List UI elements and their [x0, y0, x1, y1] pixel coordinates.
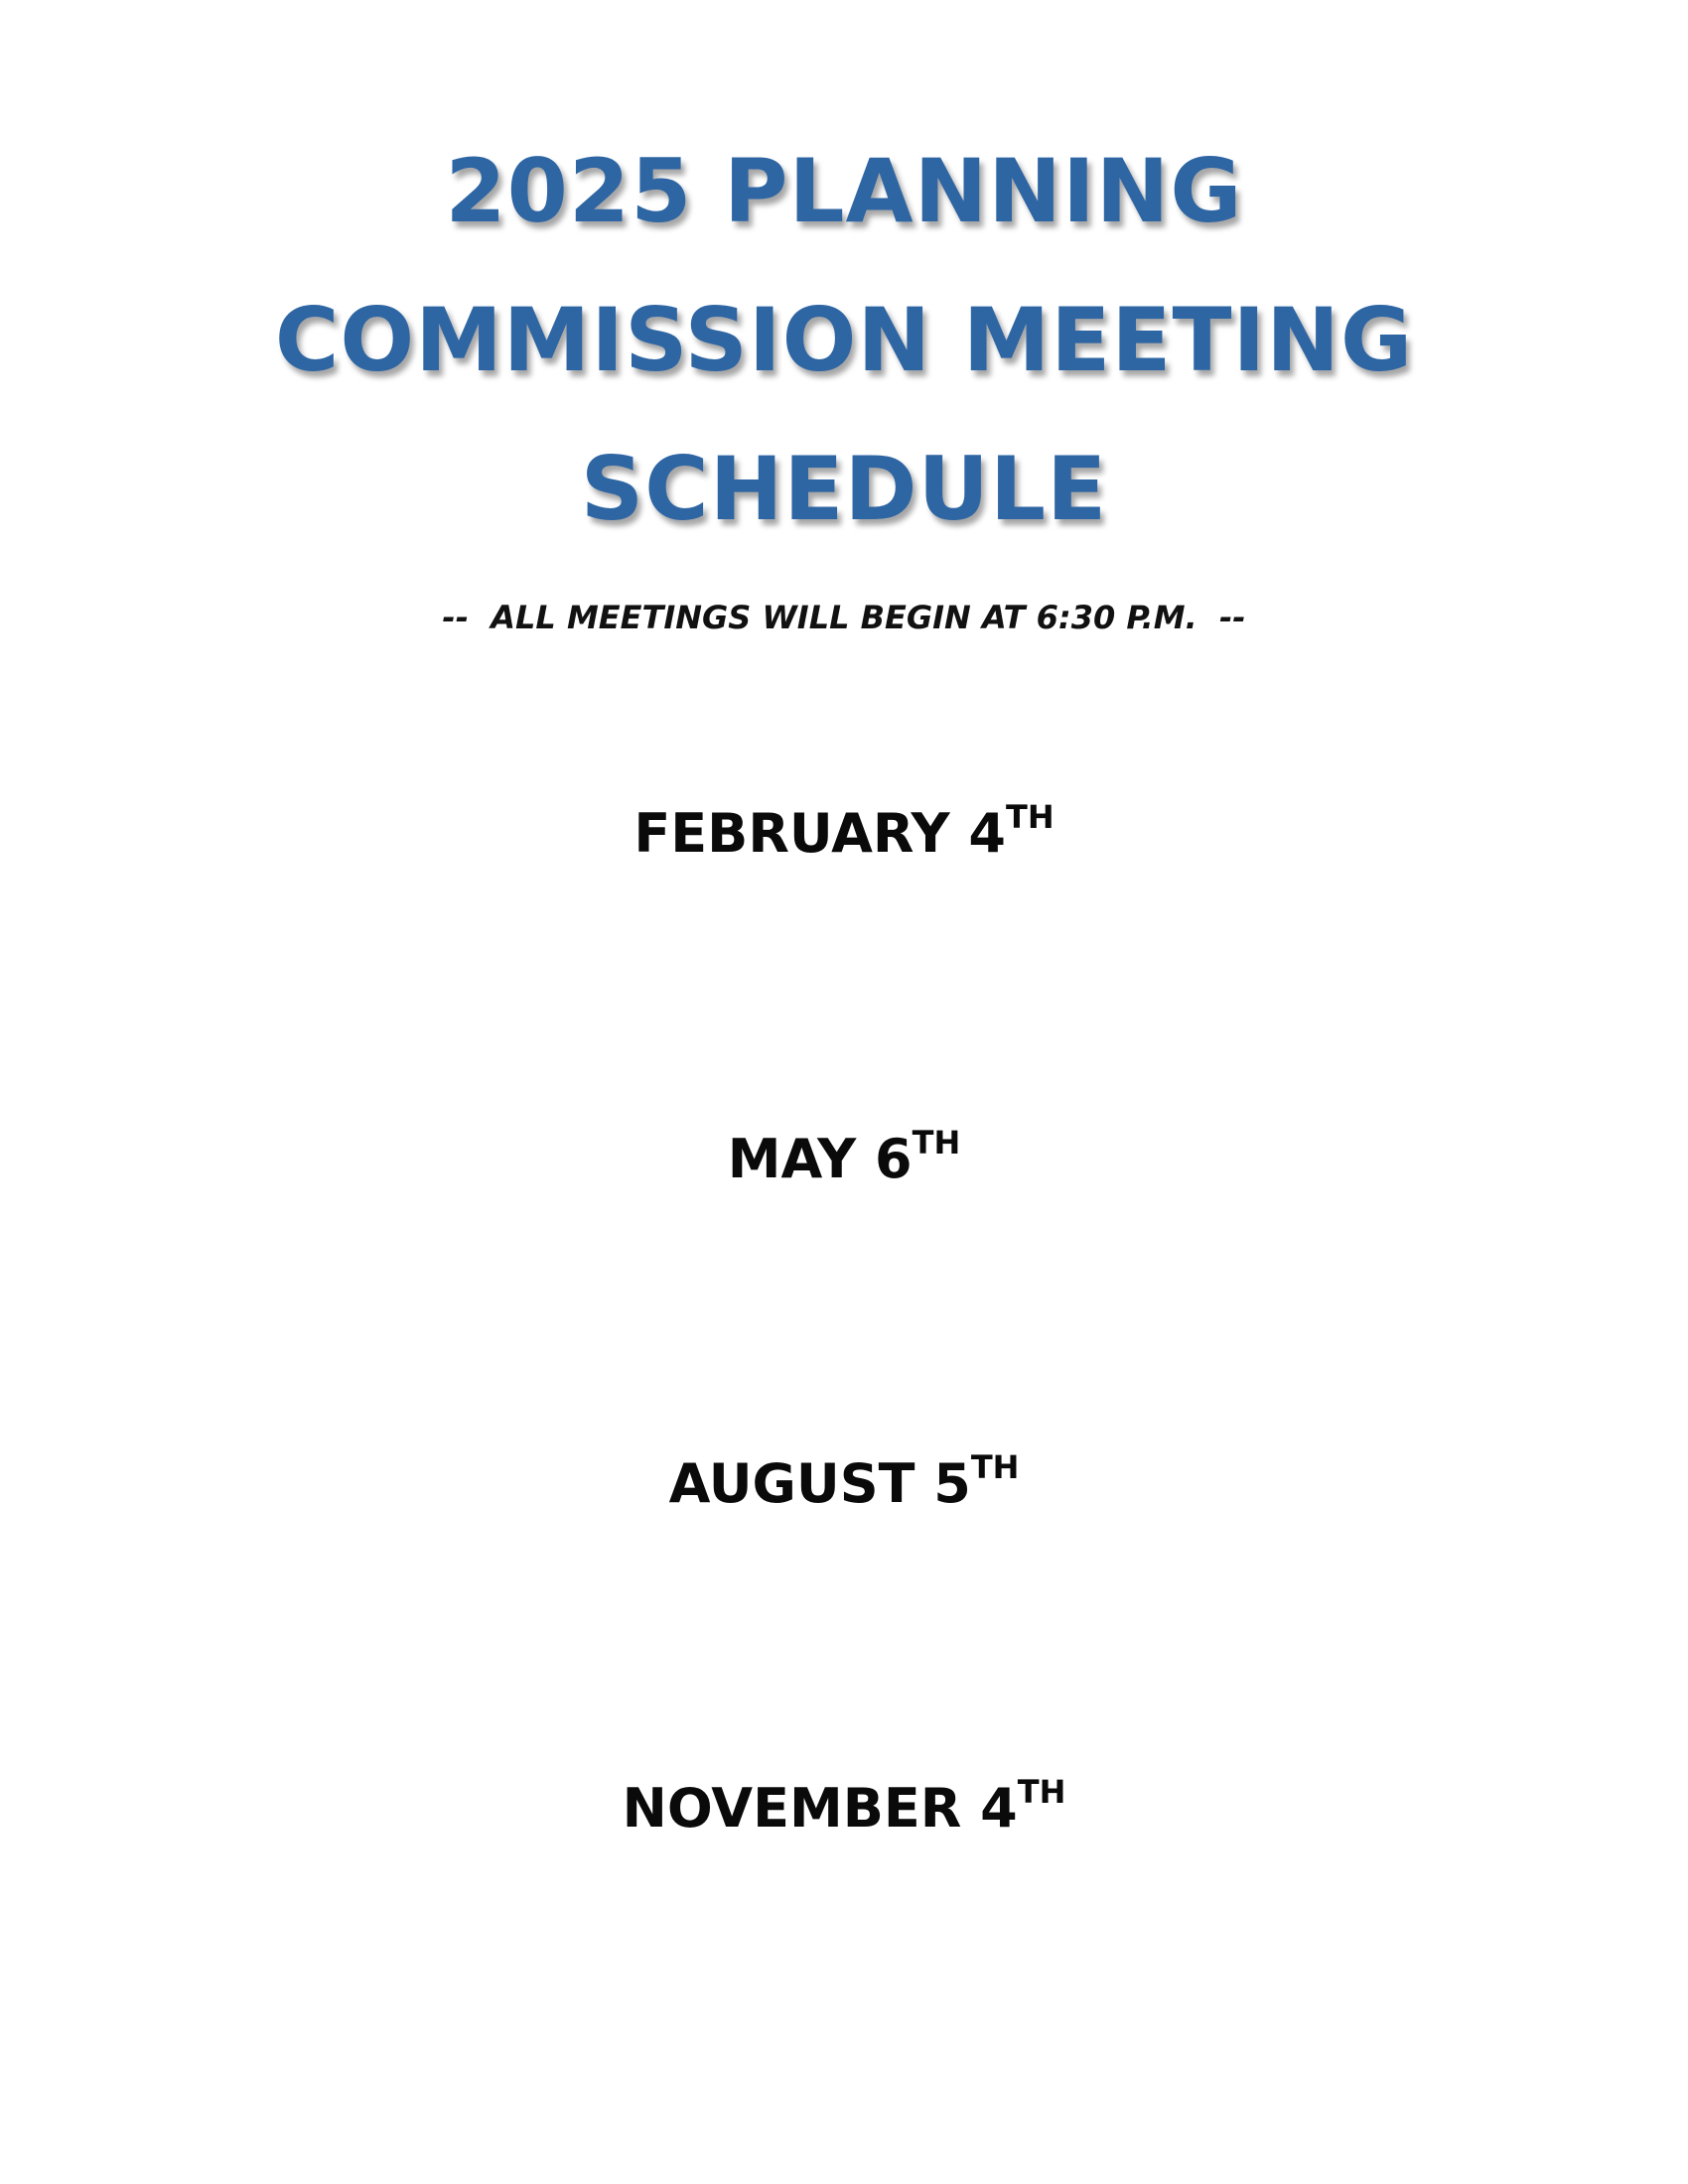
meeting-date-november [0, 1769, 1688, 1848]
page-title [0, 117, 1688, 564]
meeting-date-may [0, 1120, 1688, 1199]
meeting-date-text: MAY 6 [727, 1128, 913, 1190]
meeting-date-text: FEBRUARY 4 [633, 802, 1006, 865]
title-line-3: SCHEDULE [580, 438, 1108, 540]
meeting-date-text: NOVEMBER 4 [622, 1777, 1018, 1840]
ordinal-suffix: TH [970, 1448, 1020, 1486]
ordinal-suffix: TH [1006, 798, 1055, 836]
ordinal-suffix: TH [912, 1124, 961, 1161]
title-line-2: COMMISSION MEETING [274, 289, 1414, 391]
meeting-date-text: AUGUST 5 [668, 1452, 971, 1515]
meeting-date-august [0, 1444, 1688, 1524]
ordinal-suffix: TH [1017, 1773, 1066, 1811]
meeting-time-note: -- ALL MEETINGS WILL BEGIN AT 6:30 P.M. -- [442, 599, 1246, 636]
title-line-1: 2025 PLANNING [445, 140, 1243, 242]
meeting-date-february [0, 794, 1688, 874]
